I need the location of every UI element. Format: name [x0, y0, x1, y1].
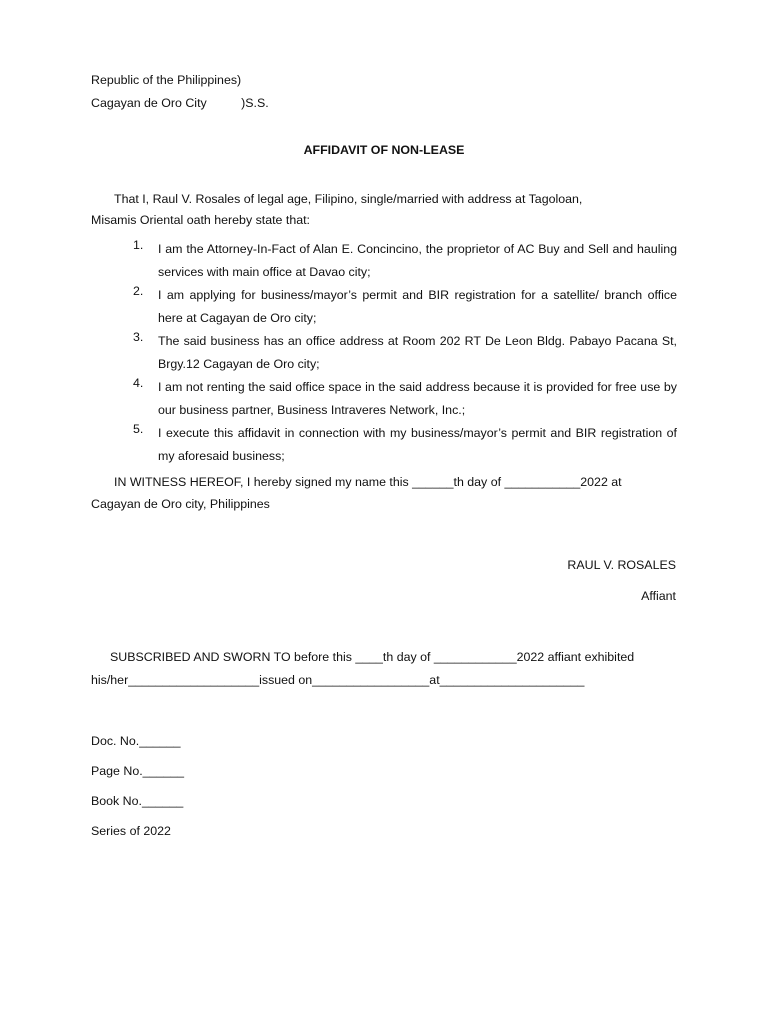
list-item-text: I am applying for business/mayor’s permit and BIR registration for a satellite/ branch office here at Cagayan de Oro city; [158, 288, 677, 325]
list-item [133, 330, 677, 375]
affiant-label: Affiant [641, 589, 676, 603]
witness-line-1: IN WITNESS HEREOF, I hereby signed my name this ______th day of ___________2022 at [114, 475, 622, 489]
intro-line-2: Misamis Oriental oath hereby state that: [91, 213, 311, 227]
list-item-number: 5. [133, 422, 144, 436]
list-item-text: I am not renting the said office space in the said address because it is provided for free use by our business partner, Business Intraveres Network, Inc.; [158, 380, 677, 417]
affiant-name: RAUL V. ROSALES [567, 558, 676, 572]
page-number: Page No.______ [91, 764, 185, 778]
statement-list [133, 238, 677, 473]
jurat-line-2: his/her___________________issued on_________________at_____________________ [91, 673, 585, 687]
list-item-text: The said business has an office address at Room 202 RT De Leon Bldg. Pabayo Pacana St, Brgy.12 Cagayan de Oro city; [158, 334, 677, 371]
book-number: Book No.______ [91, 794, 184, 808]
list-item [133, 238, 677, 283]
doc-number: Doc. No.______ [91, 734, 181, 748]
list-item [133, 376, 677, 421]
venue-city: Cagayan de Oro City )S.S. [91, 96, 269, 110]
list-item-number: 4. [133, 376, 144, 390]
series-year: Series of 2022 [91, 824, 171, 838]
list-item-number: 3. [133, 330, 144, 344]
list-item-text: I am the Attorney-In-Fact of Alan E. Concincino, the proprietor of AC Buy and Sell and hauling services with main office at Davao city; [158, 242, 677, 279]
document-title: AFFIDAVIT OF NON-LEASE [303, 143, 465, 157]
venue-republic: Republic of the Philippines) [91, 73, 242, 87]
jurat-line-1: SUBSCRIBED AND SWORN TO before this ____th day of ____________2022 affiant exhibited [110, 650, 635, 664]
list-item-number: 1. [133, 238, 144, 252]
intro-line-1: That I, Raul V. Rosales of legal age, Filipino, single/married with address at Tagoloan, [114, 192, 583, 206]
witness-line-2: Cagayan de Oro city, Philippines [91, 497, 270, 511]
list-item-text: I execute this affidavit in connection with my business/mayor’s permit and BIR registration of my aforesaid business; [158, 426, 677, 463]
list-item-number: 2. [133, 284, 144, 298]
list-item [133, 422, 677, 467]
list-item [133, 284, 677, 329]
